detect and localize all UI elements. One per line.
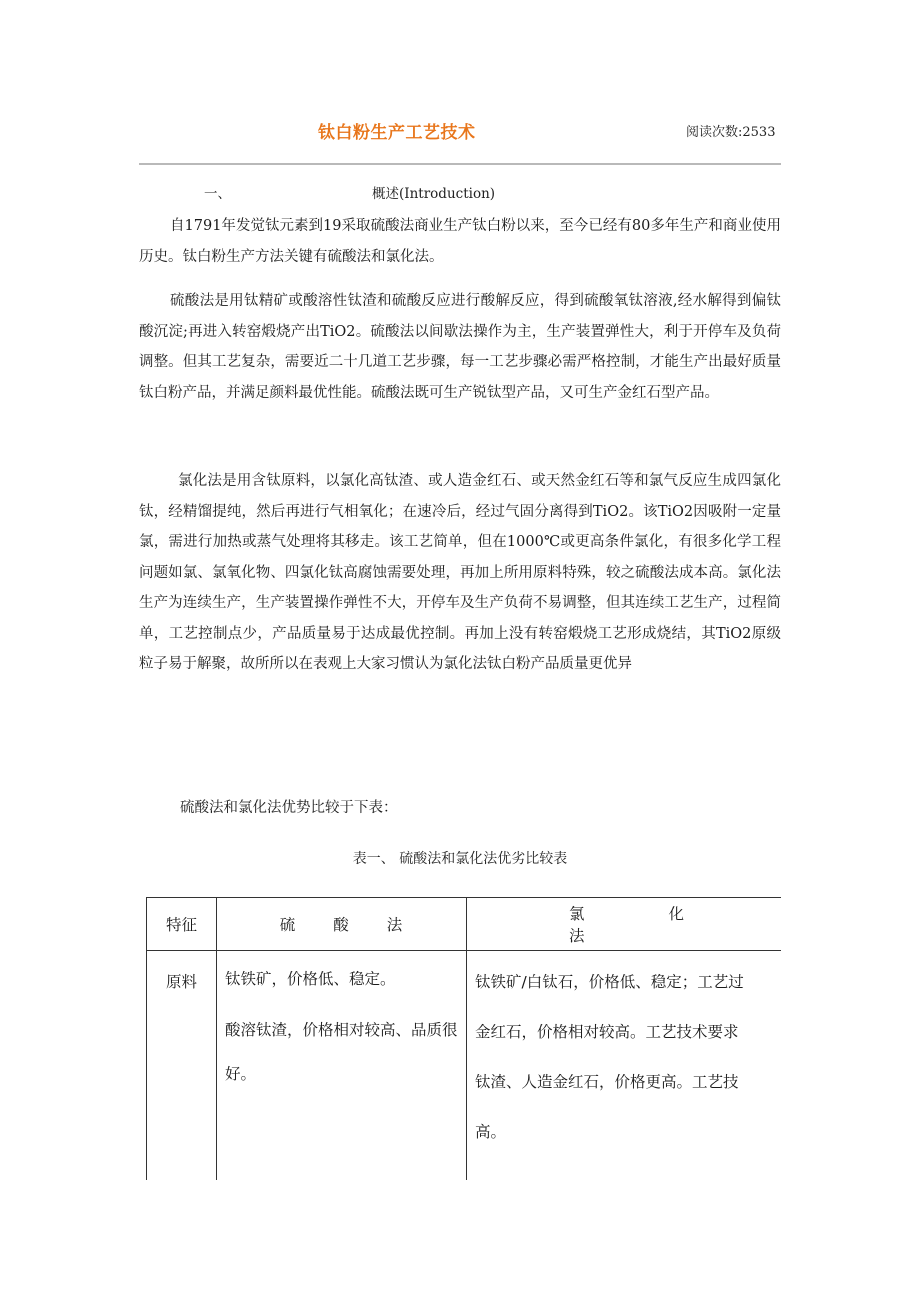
header-feature: 特征 [147, 898, 217, 951]
comparison-lead-text: 硫酸法和氯化法优势比较于下表： [180, 800, 398, 816]
cell-feature-raw-material: 原料 [147, 951, 217, 1181]
cell-sulfate-raw-material [217, 951, 467, 1181]
table-header-row [147, 898, 782, 951]
chloride-line: 金红石，价格相对较高。工艺技术要求 [475, 1023, 739, 1041]
header-sulfate: 硫酸法 [217, 898, 467, 951]
sulfate-line: 钛铁矿，价格低、稳定。 [225, 970, 396, 988]
title-divider [139, 163, 781, 165]
section-heading: 概述(Introduction) [372, 186, 496, 202]
paragraph-chloride-process: 氯化法是用含钛原料，以氯化高钛渣、或人造金红石、或天然金红石等和氯气反应生成四氯化钛，经精馏提纯，然后再进行气相氧化；在速冷后，经过气固分离得到TiO2。该TiO2因吸附一定量氯，需进行加热或蒸气处理将其移走。该工艺简单，但在1000℃或更高条件氯化，有很多化学工程问题如氯、氯氧化物、四氯化钛高腐蚀需要处理，再加上所用原料特殊，较之硫酸法成本高。氯化法生产为连续生产，生产装置操作弹性不大，开停车及生产负荷不易调整，但其连续工艺生产，过程简单，工艺控制点少，产品质量易于达成最优控制。再加上没有转窑煅烧工艺形成烧结，其TiO2原级粒子易于解聚，故所所以在表观上大家习惯认为氯化法钛白粉产品质量更优异 [139, 473, 781, 672]
paragraph-sulfate-process: 硫酸法是用钛精矿或酸溶性钛渣和硫酸反应进行酸解反应，得到硫酸氧钛溶液,经水解得到偏钛酸沉淀;再进入转窑煅烧产出TiO2。硫酸法以间歇法操作为主，生产装置弹性大，利于开停车及负荷调整。但其工艺复杂，需要近二十几道工艺步骤，每一工艺步骤必需严格控制，才能生产出最好质量钛白粉产品，并满足颜料最优性能。硫酸法既可生产锐钛型产品，又可生产金红石型产品。 [139, 293, 781, 401]
table-row [147, 951, 782, 1181]
paragraph-intro: 自1791年发觉钛元素到19采取硫酸法商业生产钛白粉以来，至今已经有80多年生产和商业使用历史。钛白粉生产方法关键有硫酸法和氯化法。 [139, 218, 781, 265]
header-chloride: 氯 化法 [467, 898, 782, 951]
comparison-table [146, 897, 781, 1180]
cell-chloride-raw-material [467, 951, 782, 1181]
read-count: 阅读次数:2533 [686, 125, 776, 140]
section-number: 一、 [204, 186, 231, 202]
comparison-table-container [146, 897, 781, 1180]
chloride-line: 钛渣、人造金红石，价格更高。工艺技 [475, 1073, 739, 1091]
chloride-line: 钛铁矿/白钛石，价格低、稳定；工艺过 [475, 973, 744, 991]
chloride-line: 高。 [475, 1123, 507, 1141]
sulfate-line: 酸溶钛渣，价格相对较高、品质很好。 [225, 1021, 458, 1083]
table-caption: 表一、 硫酸法和氯化法优劣比较表 [352, 851, 568, 867]
document-title: 钛白粉生产工艺技术 [318, 123, 476, 143]
